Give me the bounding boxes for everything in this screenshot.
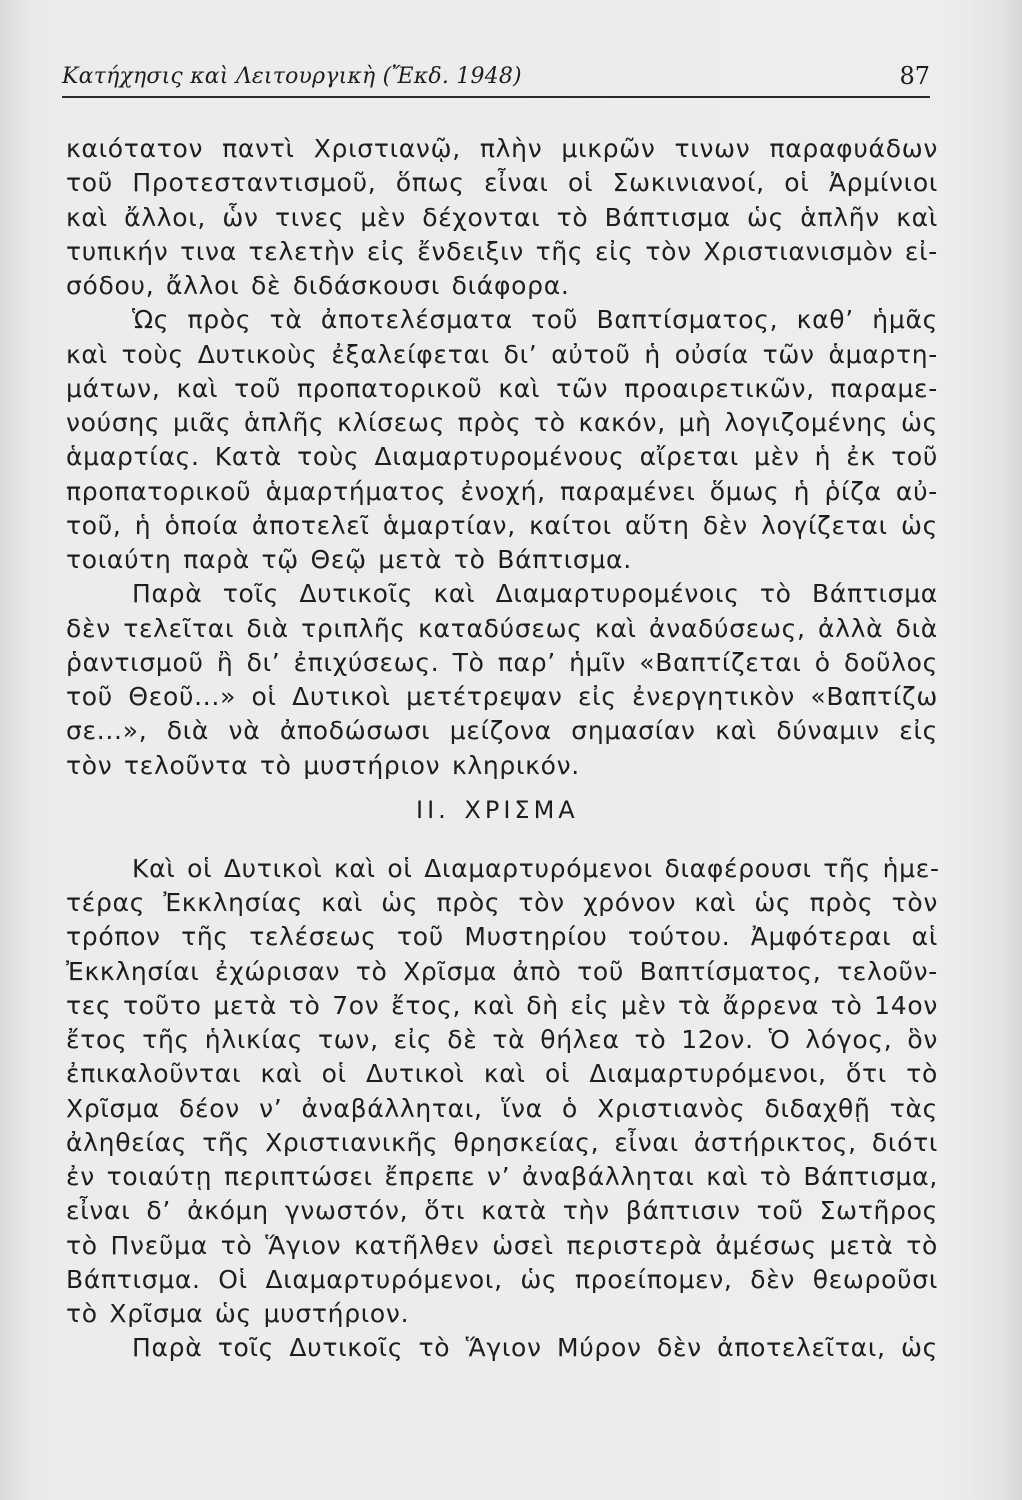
text-line: μάτων, καὶ τοῦ προπατορικοῦ καὶ τῶν προαιρετικῶν, παραμε-	[66, 373, 938, 403]
text-line: δὲν τελεῖται διὰ τριπλῆς καταδύσεως καὶ ἀναδύσεως, ἀλλὰ διὰ	[66, 613, 938, 643]
page-header	[62, 62, 930, 98]
text-line: Καὶ οἱ Δυτικοὶ καὶ οἱ Διαμαρτυρόμενοι διαφέρουσι τῆς ἡμε-	[132, 853, 940, 883]
text-line: τες τοῦτο μετὰ τὸ 7ον ἔτος, καὶ δὴ εἰς μὲν τὰ ἄρρενα τὸ 14ον	[66, 990, 938, 1020]
text-line: σε...», διὰ νὰ ἀποδώσωσι μείζονα σημασίαν καὶ δύναμιν εἰς	[66, 716, 938, 746]
text-line: σόδου, ἄλλοι δὲ διδάσκουσι διάφορα.	[66, 271, 570, 300]
page-number: 87	[899, 62, 930, 90]
text-line: Ἐκκλησίαι ἐχώρισαν τὸ Χρῖσμα ἀπὸ τοῦ Βαπτίσματος, τελοῦν-	[66, 956, 938, 986]
text-line: νούσης μιᾶς ἁπλῆς κλίσεως πρὸς τὸ κακόν, μὴ λογιζομένης ὡς	[66, 408, 938, 437]
text-line: προπατορικοῦ ἁμαρτήματος ἐνοχή, παραμένει ὅμως ἡ ῥίζα αὐ-	[66, 476, 938, 506]
text-line: τὸ Χρῖσμα ὡς μυστήριον.	[66, 1299, 410, 1328]
paragraph-chrism	[66, 852, 938, 1332]
text-line: Χρῖσμα δέον ν’ ἀναβάλληται, ἵνα ὁ Χριστιανὸς διδαχθῇ τὰς	[66, 1093, 938, 1123]
text-line: ἐν τοιαύτῃ περιπτώσει ἔπρεπε ν’ ἀναβάλληται καὶ τὸ Βάπτισμα,	[66, 1162, 938, 1191]
text-line: ῥαντισμοῦ ἢ δι’ ἐπιχύσεως. Τὸ παρ’ ἡμῖν «Βαπτίζεται ὁ δοῦλος	[66, 647, 938, 677]
text-line: τοιαύτη παρὰ τῷ Θεῷ μετὰ τὸ Βάπτισμα.	[66, 545, 632, 574]
paragraph-baptism-form	[66, 577, 938, 783]
text-line: καὶ τοὺς Δυτικοὺς ἐξαλείφεται δι’ αὐτοῦ ἡ οὐσία τῶν ἁμαρτη-	[66, 339, 938, 369]
text-line: Βάπτισμα. Οἱ Διαμαρτυρόμενοι, ὡς προείπομεν, δὲν θεωροῦσι	[66, 1264, 938, 1294]
paragraph-holy-myron	[66, 1331, 938, 1365]
text-line: τέρας Ἐκκλησίας καὶ ὡς πρὸς τὸν χρόνον καὶ ὡς πρὸς τὸν	[66, 888, 938, 917]
text-line: Ὡς πρὸς τὰ ἀποτελέσματα τοῦ Βαπτίσματος, καθ’ ἡμᾶς	[132, 305, 938, 335]
text-line: ἁμαρτίας. Κατὰ τοὺς Διαμαρτυρομένους αἴρεται μὲν ἡ ἐκ τοῦ	[66, 442, 938, 472]
text-line: καὶ ἄλλοι, ὧν τινες μὲν δέχονται τὸ Βάπτισμα ὡς ἁπλῆν καὶ	[66, 202, 938, 232]
text-line: τρόπον τῆς τελέσεως τοῦ Μυστηρίου τούτου. Ἀμφότεραι αἱ	[66, 922, 938, 952]
text-line: καιότατον παντὶ Χριστιανῷ, πλὴν μικρῶν τινων παραφυάδων	[66, 134, 938, 163]
text-line: ἐπικαλοῦνται καὶ οἱ Δυτικοὶ καὶ οἱ Διαμαρτυρόμενοι, ὅτι τὸ	[66, 1059, 938, 1089]
text-line: ἔτος τῆς ἡλικίας των, εἰς δὲ τὰ θήλεα τὸ 12ον. Ὁ λόγος, ὃν	[66, 1025, 938, 1054]
text-line: τοῦ Προτεσταντισμοῦ, ὅπως εἶναι οἱ Σωκινιανοί, οἱ Ἀρμίνιοι	[66, 168, 938, 198]
text-line: Παρὰ τοῖς Δυτικοῖς τὸ Ἅγιον Μύρον δὲν ἀποτελεῖται, ὡς	[132, 1333, 938, 1363]
text-line: τυπικήν τινα τελετὴν εἰς ἔνδειξιν τῆς εἰς τὸν Χριστιανισμὸν εἰ-	[66, 236, 938, 266]
text-line: τὸν τελοῦντα τὸ μυστήριον κληρικόν.	[66, 750, 580, 780]
text-line: εἶναι δ’ ἀκόμη γνωστόν, ὅτι κατὰ τὴν βάπτισιν τοῦ Σωτῆρος	[66, 1196, 938, 1226]
paragraph-effects-of-baptism	[66, 303, 938, 577]
running-head: Κατήχησις καὶ Λειτουργικὴ (Ἔκδ. 1948)	[62, 64, 522, 89]
text-line: τὸ Πνεῦμα τὸ Ἅγιον κατῆλθεν ὡσεὶ περιστερὰ ἀμέσως μετὰ τὸ	[66, 1230, 938, 1260]
paragraph-continued	[66, 132, 938, 303]
text-line: τοῦ Θεοῦ...» οἱ Δυτικοὶ μετέτρεψαν εἰς ἐνεργητικὸν «Βαπτίζω	[66, 682, 938, 711]
body-text	[66, 132, 938, 1366]
text-line: τοῦ, ἡ ὁποία ἀποτελεῖ ἁμαρτίαν, καίτοι αὕτη δὲν λογίζεται ὡς	[66, 510, 938, 540]
section-heading: ΙΙ. ΧΡΙΣΜΑ	[416, 795, 579, 824]
text-line: Παρὰ τοῖς Δυτικοῖς καὶ Διαμαρτυρομένοις τὸ Βάπτισμα	[132, 579, 938, 609]
text-line: ἀληθείας τῆς Χριστιανικῆς θρησκείας, εἶναι ἀστήρικτος, διότι	[66, 1127, 938, 1157]
